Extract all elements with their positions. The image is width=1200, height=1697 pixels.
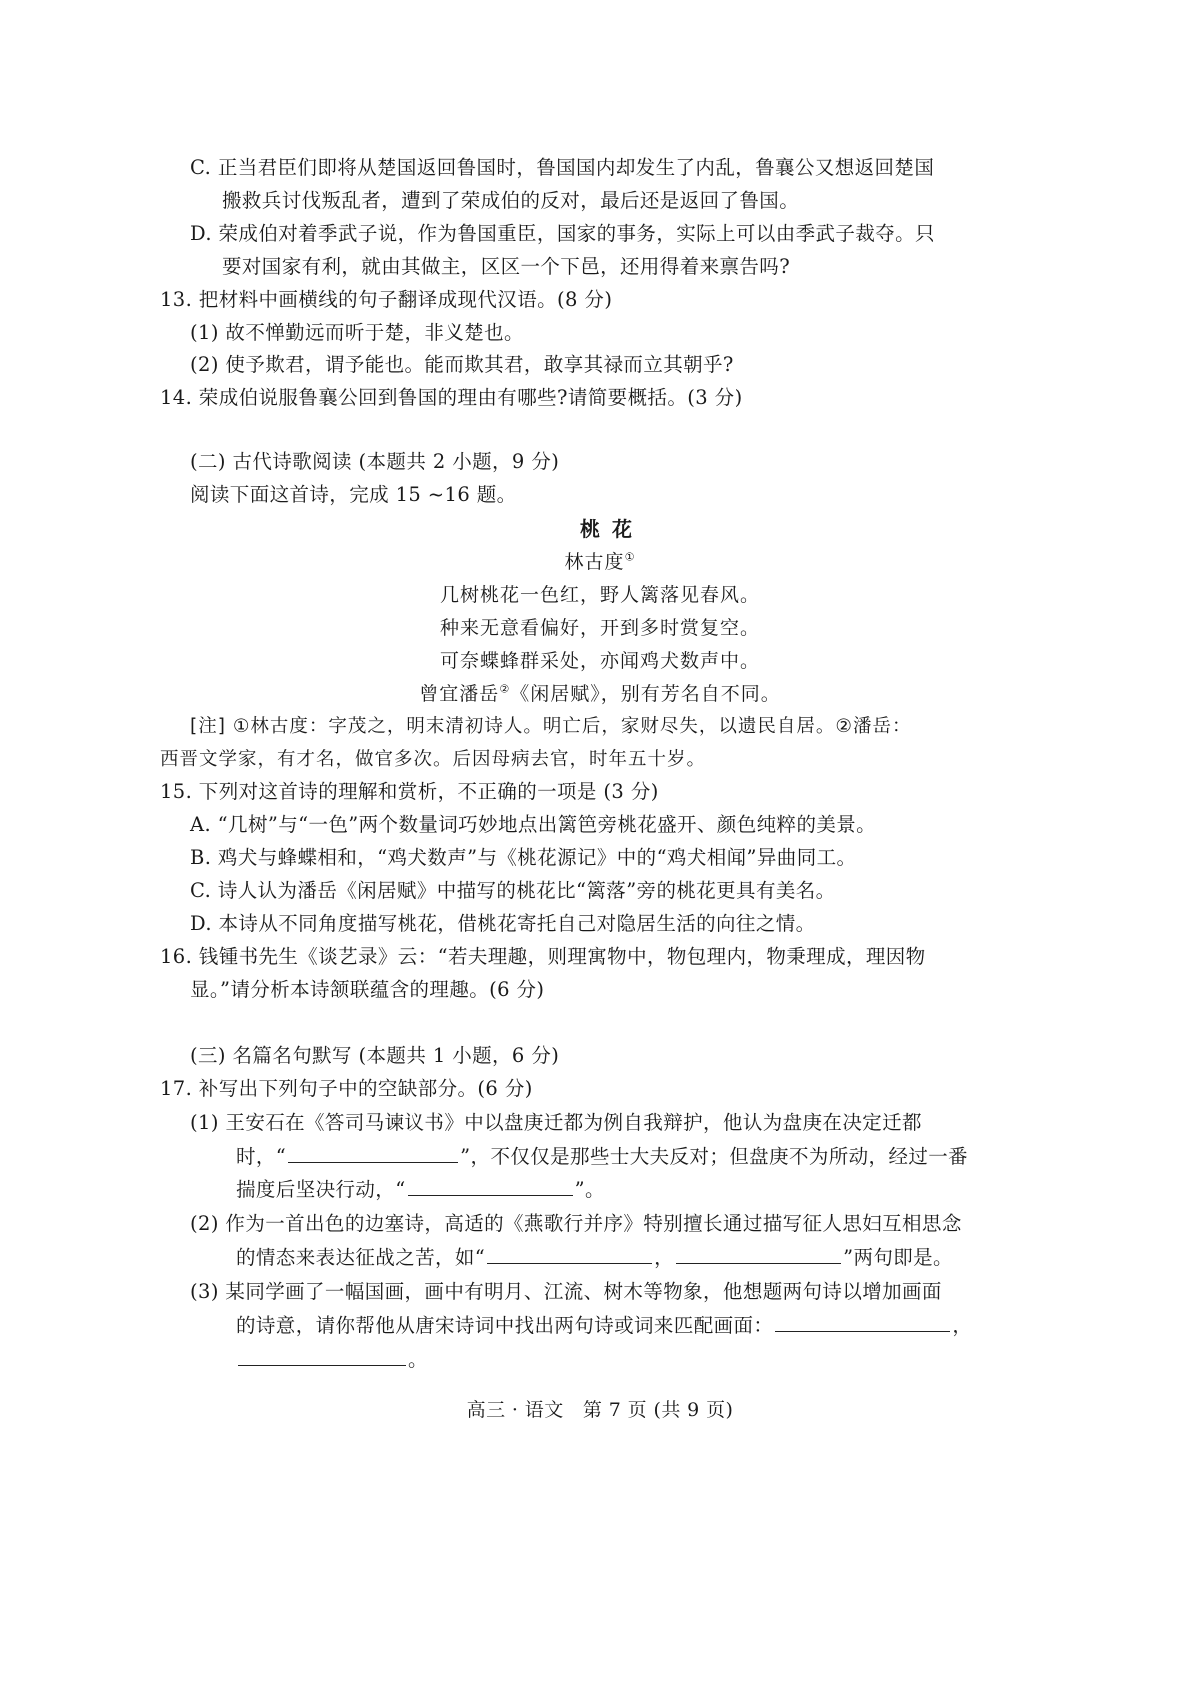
q17-blank-2[interactable] [408, 1175, 573, 1196]
q17-part1-line2 [236, 1142, 968, 1172]
section2-heading: (二) 古代诗歌阅读 (本题共 2 小题，9 分) [190, 450, 560, 473]
poem-line-2: 种来无意看偏好，开到多时赏复空。 [439, 617, 760, 639]
q17-part1-line3-text-a: 揣度后坚决行动，“ [236, 1178, 406, 1201]
q17-part1-line1: (1) 王安石在《答司马谏议书》中以盘庚迁都为例自我辩护，他认为盘庚在决定迁都 [190, 1111, 922, 1134]
section2-intro: 阅读下面这首诗，完成 15 ~16 题。 [190, 483, 517, 506]
q14-stem: 14. 荣成伯说服鲁襄公回到鲁国的理由有哪些?请简要概括。(3 分) [160, 386, 743, 409]
q16-line2: 显。”请分析本诗颔联蕴含的理趣。(6 分) [190, 978, 545, 1001]
q17-part2-line2 [236, 1243, 953, 1273]
q17-blank-4[interactable] [676, 1243, 841, 1264]
q17-part3-line2 [236, 1311, 972, 1341]
q17-part3-line2-text-a: 的诗意，请你帮他从唐宋诗词中找出两句诗或词来匹配画面： [236, 1314, 774, 1337]
poem-line-4-part-b: 《闲居赋》，别有芳名自不同。 [510, 683, 781, 705]
q13-sentence-1: (1) 故不惮勤远而听于楚，非义楚也。 [190, 321, 524, 344]
q17-blank-1[interactable] [288, 1142, 458, 1163]
q17-part3-line3-period: 。 [408, 1348, 428, 1371]
q17-part1-line2-text-a: 时，“ [236, 1145, 287, 1168]
q17-part2-line2-comma: ， [654, 1246, 675, 1269]
q17-part3-line3 [236, 1345, 428, 1375]
q12-option-d-line2: 要对国家有利，就由其做主，区区一个下邑，还用得着来禀告吗? [222, 255, 791, 278]
page-footer: 高三 · 语文 第 7 页 (共 9 页) [466, 1399, 734, 1421]
q17-blank-6[interactable] [238, 1345, 406, 1366]
poem-notes-line2: 西晋文学家，有才名，做官多次。后因母病去官，时年五十岁。 [160, 749, 707, 770]
q17-stem: 17. 补写出下列句子中的空缺部分。(6 分) [160, 1077, 533, 1100]
q12-option-c-line1: C. 正当君臣们即将从楚国返回鲁国时，鲁国国内却发生了内乱，鲁襄公又想返回楚国 [190, 156, 935, 179]
q17-part2-line2-text-a: 的情态来表达征战之苦，如“ [236, 1246, 486, 1269]
q16-line1: 16. 钱锺书先生《谈艺录》云：“若夫理趣，则理寓物中，物包理内，物秉理成，理因物 [160, 945, 926, 968]
poem-author [0, 547, 1200, 577]
q13-sentence-2: (2) 使予欺君，谓予能也。能而欺其君，敢享其禄而立其朝乎? [190, 353, 734, 376]
poem-line-4 [0, 679, 1200, 709]
poem-title: 桃花 [580, 517, 644, 541]
q17-blank-5[interactable] [775, 1311, 950, 1332]
q17-part1-line2-text-b: ”，不仅仅是那些士大夫反对；但盘庚不为所动，经过一番 [460, 1145, 969, 1168]
poem-author-name: 林古度 [564, 551, 625, 573]
poem-notes-line1: [注] ①林古度：字茂之，明末清初诗人。明亡后，家财尽失，以遗民自居。②潘岳： [190, 716, 912, 737]
q17-part3-line2-comma: ， [952, 1314, 973, 1337]
q15-option-a: A. “几树”与“一色”两个数量词巧妙地点出篱笆旁桃花盛开、颜色纯粹的美景。 [190, 813, 877, 836]
poem-line-1: 几树桃花一色红，野人篱落见春风。 [439, 584, 760, 606]
poem-line-4-part-a: 曾宜潘岳 [419, 683, 500, 705]
section3-heading: (三) 名篇名句默写 (本题共 1 小题，6 分) [190, 1044, 560, 1067]
q12-option-d-line1: D. 荣成伯对着季武子说，作为鲁国重臣，国家的事务，实际上可以由季武子裁夺。只 [190, 222, 935, 245]
q17-part1-line3 [236, 1175, 605, 1205]
q17-part2-line2-text-c: ”两句即是。 [843, 1246, 953, 1269]
q15-option-c: C. 诗人认为潘岳《闲居赋》中描写的桃花比“篱落”旁的桃花更具有美名。 [190, 879, 836, 902]
q17-part2-line1: (2) 作为一首出色的边塞诗，高适的《燕歌行并序》特别擅长通过描写征人思妇互相思念 [190, 1212, 962, 1235]
q15-option-d: D. 本诗从不同角度描写桃花，借桃花寄托自己对隐居生活的向往之情。 [190, 912, 816, 935]
poem-author-note-mark: ① [624, 550, 636, 564]
q17-part1-line3-text-b: ”。 [574, 1178, 605, 1201]
q17-part3-line1: (3) 某同学画了一幅国画，画中有明月、江流、树木等物象，他想题两句诗以增加画面 [190, 1280, 942, 1303]
q13-stem: 13. 把材料中画横线的句子翻译成现代汉语。(8 分) [160, 288, 613, 311]
q12-option-c-line2: 搬救兵讨伐叛乱者，遭到了荣成伯的反对，最后还是返回了鲁国。 [222, 189, 800, 212]
q17-blank-3[interactable] [487, 1243, 652, 1264]
q15-option-b: B. 鸡犬与蜂蝶相和，“鸡犬数声”与《桃花源记》中的“鸡犬相闻”异曲同工。 [190, 846, 857, 869]
q15-stem: 15. 下列对这首诗的理解和赏析，不正确的一项是 (3 分) [160, 780, 659, 803]
poem-line-4-note-mark: ② [499, 682, 511, 696]
poem-line-3: 可奈蝶蜂群采处，亦闻鸡犬数声中。 [439, 650, 760, 672]
